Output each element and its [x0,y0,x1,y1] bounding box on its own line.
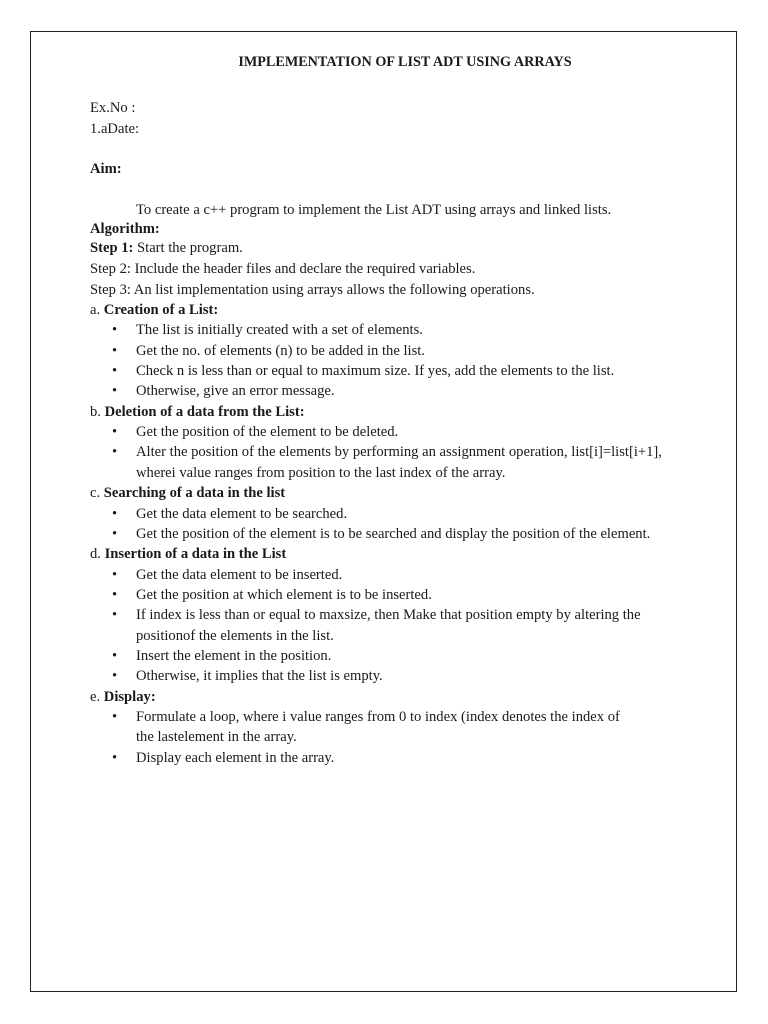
section-heading-a [90,300,218,320]
list-item: Alter the position of the elements by performing an assignment operation, list[i]=list[i+1], [136,444,662,461]
list-item: Get the position of the element to be deleted. [136,424,399,441]
list-item: Get the no. of elements (n) to be added in the list. [136,342,425,359]
bullet-icon: • [112,525,118,542]
exercise-number: Ex.No : [90,100,136,116]
bullet-icon: • [112,363,118,380]
list-item: If index is less than or equal to maxsize, then Make that position empty by altering the [136,607,641,624]
section-heading-d [90,544,286,564]
list-item: Insert the element in the position. [136,647,332,664]
section-title: Insertion of a data in the List [100,546,287,563]
step-2: Step 2: Include the header files and declare the required variables. [90,261,476,277]
list-item: Get the data element to be searched. [136,505,348,522]
bullet-icon: • [112,647,118,664]
list-item: Check n is less than or equal to maximum size. If yes, add the elements to the list. [136,363,615,380]
section-heading-e [90,687,156,707]
section-prefix: b. [90,403,101,420]
step-1-text: Start the program. [133,240,243,256]
bullet-icon: • [112,607,118,624]
bullet-icon: • [112,505,118,522]
list-item: Formulate a loop, where i value ranges from 0 to index (index denotes the index of [136,709,620,725]
step-1-label: Step 1: [90,240,134,256]
section-prefix: d. [90,546,101,563]
exercise-date: 1.aDate: [90,121,140,137]
algorithm-heading: Algorithm: [90,221,160,237]
bullet-icon: • [112,424,118,441]
list-item: The list is initially created with a set of elements. [136,322,423,339]
step-1 [90,238,243,258]
bullet-icon: • [112,383,118,400]
bullet-icon: • [112,566,118,583]
section-title: Deletion of a data from the List: [100,403,305,420]
bullet-icon: • [112,749,118,766]
list-item: Get the position of the element is to be searched and display the position of the element. [136,525,651,542]
section-prefix: a. [90,302,101,318]
bullet-icon: • [112,322,118,339]
step-3: Step 3: An list implementation using arrays allows the following operations. [90,282,535,298]
section-heading-b [90,402,305,422]
section-title: Searching of a data in the list [100,485,286,502]
bullet-icon: • [112,709,118,725]
section-title: Display: [100,688,156,705]
list-item: Otherwise, it implies that the list is empty. [136,668,383,685]
bullet-icon: • [112,668,118,685]
list-item: the lastelement in the array. [136,729,297,746]
section-heading-c [90,483,285,503]
document-title: IMPLEMENTATION OF LIST ADT USING ARRAYS [238,54,572,70]
section-prefix: c. [90,485,101,502]
aim-heading: Aim: [90,161,122,177]
bullet-icon: • [112,342,118,359]
bullet-icon: • [112,444,118,461]
list-item: Otherwise, give an error message. [136,383,335,400]
list-item: Get the data element to be inserted. [136,566,343,583]
aim-text: To create a c++ program to implement the List ADT using arrays and linked lists. [136,202,612,218]
list-item: Display each element in the array. [136,749,335,766]
section-prefix: e. [90,688,101,705]
list-item: Get the position at which element is to be inserted. [136,586,432,603]
bullet-icon: • [112,586,118,603]
list-item: wherei value ranges from position to the last index of the array. [136,464,506,481]
list-item: positionof the elements in the list. [136,627,334,644]
section-title: Creation of a List: [100,302,219,318]
